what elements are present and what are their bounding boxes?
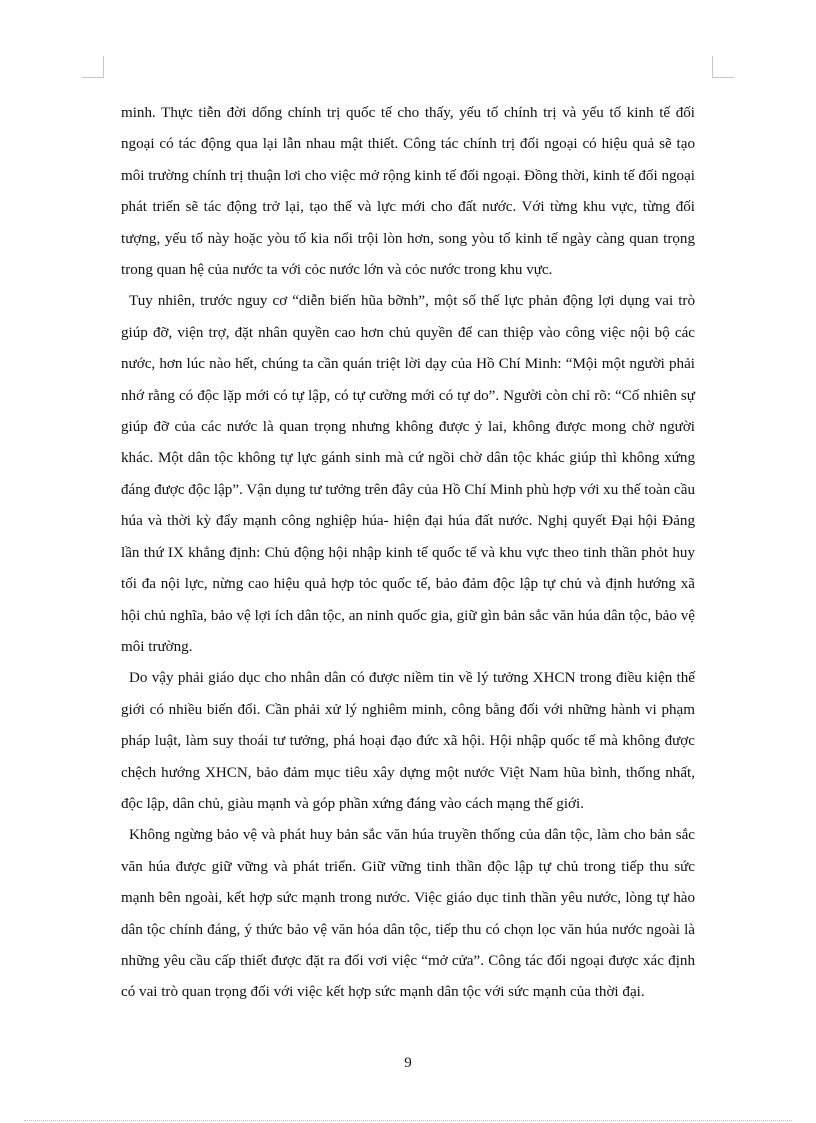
- crop-mark-top-left-vertical: [103, 56, 104, 78]
- paragraph-2: Tuy nhiên, trước nguy cơ “diễn biến hũa bỡnh”, một số thế lực phản động lợi dụng vai trò giúp đỡ, viện trợ, đặt nhân quyền cao hơn chủ quyền để can thiệp vào công việc nội bộ các nước, hơn lúc nào hết, chúng ta cần quán triệt lời dạy của Hồ Chí Minh: “Mội một người phải nhớ rằng có độc lặp mới có tự lập, có tự cường mới có tự do”. Người còn chỉ rõ: “Cố nhiên sự giúp đỡ của các nước là quan trọng nhưng không được ỷ lai, không được mong chờ người khác. Một dân tộc không tự lực gánh sinh mà cứ ngồi chờ dân tộc khác giúp thì không xứng đáng được độc lập”. Vận dụng tư tưởng trên đây của Hồ Chí Minh phù hợp với xu thế toàn cầu húa và thời kỳ đẩy mạnh công nghiệp húa- hiện đại húa đất nước. Nghị quyết Đại hội Đảng lần thứ IX khẳng định: Chủ động hội nhập kinh tế quốc tế và khu vực theo tinh thần phỏt huy tối đa nội lực, nừng cao hiệu quả hợp tỏc quốc tế, bảo đảm độc lập tự chủ và định hướng xã hội chủ nghĩa, bảo vệ lợi ích dân tộc, an ninh quốc gia, giữ gìn bản sắc văn húa dân tộc, bảo vệ môi trường.: [121, 293, 695, 655]
- paragraph-3: Do vậy phải giáo dục cho nhân dân có được niềm tin về lý tưởng XHCN trong điều kiện thế giới có nhiều biến đổi. Cần phải xử lý nghiêm minh, công bằng đối với những hành vi phạm pháp luật, làm suy thoái tư tưởng, phá hoại đạo đức xã hội. Hội nhập quốc tế mà không được chệch hướng XHCN, bảo đảm mục tiêu xây dựng một nước Việt Nam hũa bình, thống nhất, độc lập, dân chủ, giàu mạnh và góp phần xứng đáng vào cách mạng thế giới.: [121, 670, 695, 812]
- crop-mark-top-left-horizontal: [82, 77, 104, 78]
- footer-divider: [24, 1120, 792, 1121]
- page-number: 9: [404, 1055, 412, 1071]
- paragraph-4: Không ngừng bảo vệ và phát huy bản sắc văn húa truyền thống của dân tộc, làm cho bản sắc văn húa được giữ vững và phát triển. Giữ vững tinh thần độc lập tự chủ trong tiếp thu sức mạnh bên ngoài, kết hợp sức mạnh trong nước. Việc giáo dục tinh thần yêu nước, lòng tự hào dân tộc chính đáng, ý thức bảo vệ văn hóa dân tộc, tiếp thu có chọn lọc văn húa nước ngoài là những yêu cầu cấp thiết được đặt ra đối vơi việc “mở cửa”. Công tác đối ngoại được xác định có vai trò quan trọng đối với việc kết hợp sức mạnh dân tộc với sức mạnh của thời đại.: [121, 827, 695, 1001]
- body-text: [121, 98, 695, 1009]
- crop-mark-top-right-vertical: [712, 56, 713, 78]
- crop-mark-top-right-horizontal: [712, 77, 734, 78]
- paragraph-1: minh. Thực tiễn đời dống chính trị quốc tế cho thấy, yếu tố chính trị và yếu tố kinh tế đối ngoại có tác động qua lại lẫn nhau mật thiết. Công tác chính trị đối ngoại có hiệu quả sẽ tạo môi trường chính trị thuận lơi cho việc mở rộng kinh tế đối ngoại. Đồng thời, kinh tế đối ngoại phát triển sẽ tác động trở lại, tạo thế và lực mới cho đất nước. Với từng khu vực, từng đối tượng, yếu tố này hoặc yòu tố kia nổi trội lòn hơn, song yòu tố kinh tế ngày càng quan trọng trong quan hệ của nước ta với cỏc nước lớn và cỏc nước trong khu vực.: [121, 105, 695, 279]
